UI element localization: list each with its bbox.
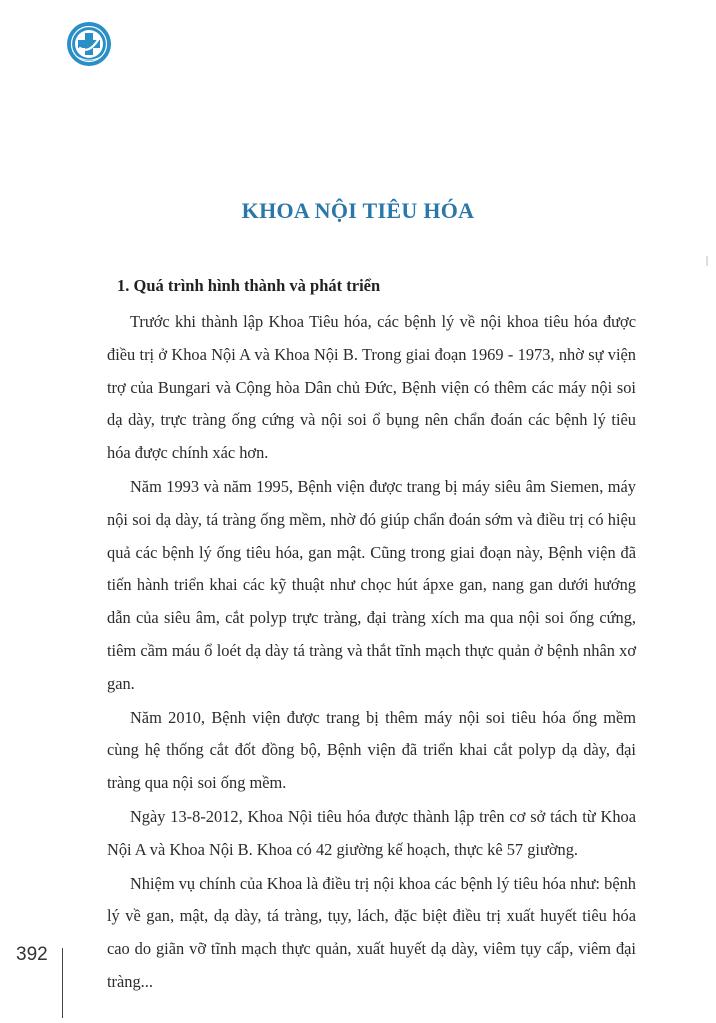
hospital-logo xyxy=(66,21,112,67)
scan-edge-mark xyxy=(706,256,708,266)
page-number-divider xyxy=(62,948,63,1018)
document-body xyxy=(107,270,636,999)
section-heading: 1. Quá trình hình thành và phát triển xyxy=(117,276,381,295)
page-number: 392 xyxy=(16,944,48,965)
paragraph-2: Năm 1993 và năm 1995, Bệnh viện được trang bị máy siêu âm Siemen, máy nội soi dạ dày, tá tràng ống mềm, nhờ đó giúp chẩn đoán sớm và điều trị có hiệu quả các bệnh lý ống tiêu hóa, gan mật. Cũng trong giai đoạn này, Bệnh viện đã tiến hành triển khai các kỹ thuật như chọc hút ápxe gan, nang gan dưới hướng dẫn của siêu âm, cắt polyp trực tràng, đại tràng xích ma qua nội soi ống cứng, tiêm cầm máu ổ loét dạ dày tá tràng và thắt tĩnh mạch thực quản ở bệnh nhân xơ gan. xyxy=(107,476,636,693)
paragraph-1: Trước khi thành lập Khoa Tiêu hóa, các bệnh lý về nội khoa tiêu hóa được điều trị ở Khoa Nội A và Khoa Nội B. Trong giai đoạn 1969 - 1973, nhờ sự viện trợ của Bungari và Cộng hòa Dân chủ Đức, Bệnh viện có thêm các máy nội soi dạ dày, trực tràng ống cứng và nội soi ổ bụng nên chẩn đoán các bệnh lý tiêu hóa được chính xác hơn. xyxy=(107,312,636,463)
paragraph-4: Ngày 13-8-2012, Khoa Nội tiêu hóa được thành lập trên cơ sở tách từ Khoa Nội A và Khoa Nội B. Khoa có 42 giường kế hoạch, thực kê 57 giường. xyxy=(107,806,636,859)
paragraph-3: Năm 2010, Bệnh viện được trang bị thêm máy nội soi tiêu hóa ống mềm cùng hệ thống cắt đốt đồng bộ, Bệnh viện đã triển khai cắt polyp dạ dày, đại tràng qua nội soi ống mềm. xyxy=(107,707,636,793)
hospital-cross-seal-icon xyxy=(66,21,112,67)
page-title: KHOA NỘI TIÊU HÓA xyxy=(241,198,475,223)
paragraph-5: Nhiệm vụ chính của Khoa là điều trị nội khoa các bệnh lý tiêu hóa như: bệnh lý về gan, mật, dạ dày, tá tràng, tụy, lách, đặc biệt điều trị xuất huyết tiêu hóa cao do giãn vỡ tĩnh mạch thực quản, xuất huyết dạ dày, viêm tụy cấp, viêm đại tràng... xyxy=(107,873,636,991)
